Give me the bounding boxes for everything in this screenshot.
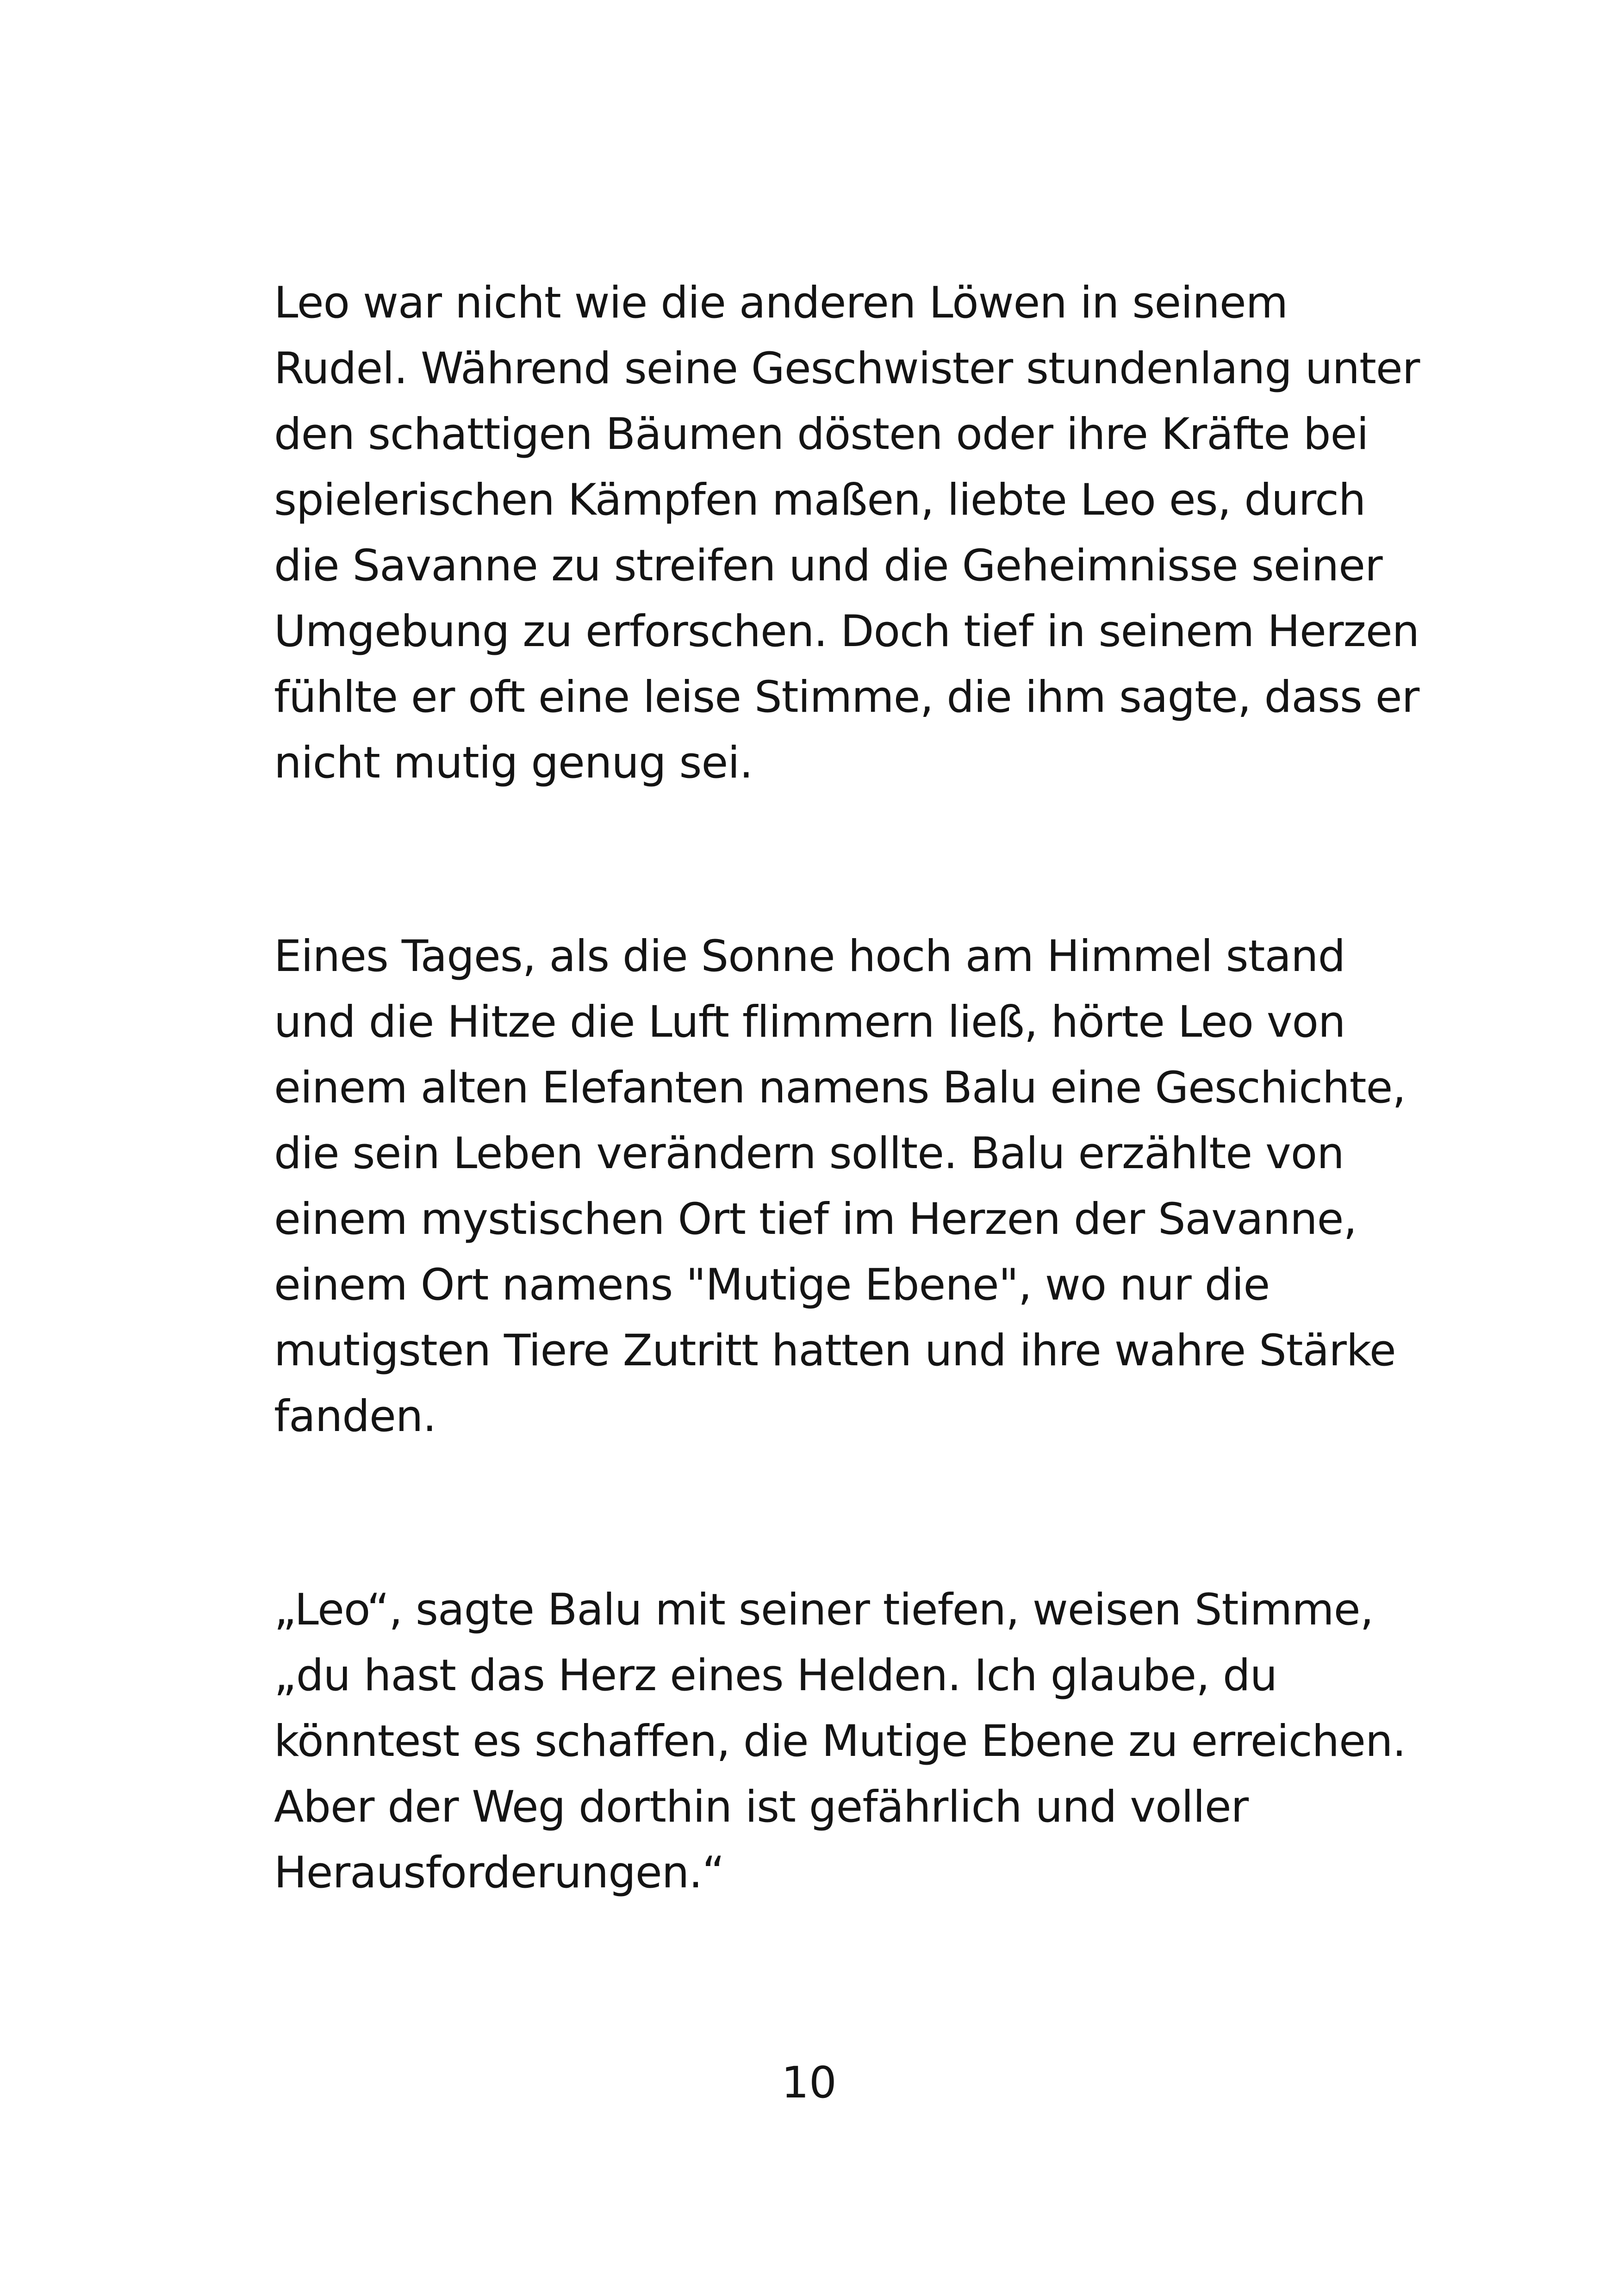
text-line: Aber der Weg dorthin ist gefährlich und voller — [274, 1782, 1249, 1832]
text-line: „Leo“, sagte Balu mit seiner tiefen, weisen Stimme, — [274, 1585, 1374, 1635]
text-line: einem Ort namens "Mutige Ebene", wo nur die — [274, 1260, 1270, 1310]
paragraph-3 — [274, 1577, 1406, 1906]
text-line: spielerischen Kämpfen maßen, liebte Leo es, durch — [274, 475, 1366, 525]
text-line: die sein Leben verändern sollte. Balu erzählte von — [274, 1128, 1344, 1179]
text-line: „du hast das Herz eines Helden. Ich glaube, du — [274, 1650, 1277, 1701]
text-line: fühlte er oft eine leise Stimme, die ihm sagte, dass er — [274, 672, 1419, 722]
text-line: Leo war nicht wie die anderen Löwen in seinem — [274, 278, 1288, 328]
text-line: Umgebung zu erforschen. Doch tief in seinem Herzen — [274, 606, 1419, 657]
text-line: einem alten Elefanten namens Balu eine Geschichte, — [274, 1063, 1406, 1113]
text-line: einem mystischen Ort tief im Herzen der Savanne, — [274, 1194, 1357, 1244]
paragraph-2 — [274, 924, 1406, 1450]
paragraph-1 — [274, 270, 1420, 796]
text-line: den schattigen Bäumen dösten oder ihre Kräfte bei — [274, 409, 1369, 460]
page-number: 10 — [781, 2058, 837, 2108]
text-line: Herausforderungen.“ — [274, 1848, 724, 1898]
text-line: Eines Tages, als die Sonne hoch am Himmel stand — [274, 931, 1345, 982]
text-line: und die Hitze die Luft flimmern ließ, hörte Leo von — [274, 997, 1345, 1047]
text-line: die Savanne zu streifen und die Geheimnisse seiner — [274, 541, 1382, 591]
text-line: mutigsten Tiere Zutritt hatten und ihre wahre Stärke — [274, 1325, 1396, 1376]
text-line: könntest es schaffen, die Mutige Ebene zu erreichen. — [274, 1716, 1406, 1767]
text-line: fanden. — [274, 1391, 436, 1442]
text-line: nicht mutig genug sei. — [274, 738, 753, 788]
text-line: Rudel. Während seine Geschwister stundenlang unter — [274, 343, 1420, 394]
